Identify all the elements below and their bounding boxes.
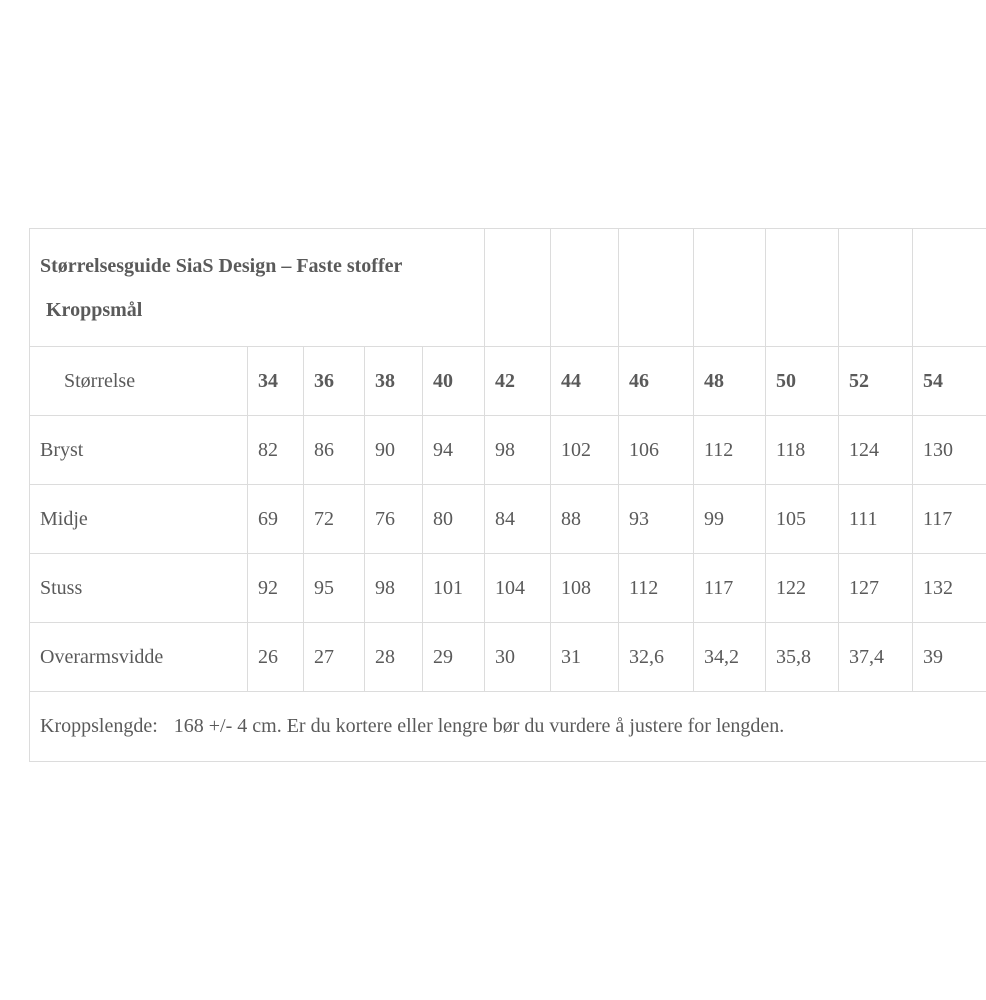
- table-cell: 86: [304, 416, 365, 485]
- table-cell: 98: [485, 416, 551, 485]
- row-label: Stuss: [30, 554, 248, 623]
- table-cell: 130: [913, 416, 986, 485]
- size-header-cell: 50: [766, 347, 839, 416]
- size-guide-table: [29, 228, 986, 762]
- footer-text: 168 +/- 4 cm. Er du kortere eller lengre bør du vurdere å justere for lengden.: [173, 715, 785, 737]
- size-header-cell: 44: [551, 347, 619, 416]
- table-cell: 102: [551, 416, 619, 485]
- table-cell: 105: [766, 485, 839, 554]
- table-cell: 98: [365, 554, 423, 623]
- size-header-cell: 52: [839, 347, 913, 416]
- empty-header-cell: [694, 229, 766, 347]
- table-cell: 112: [694, 416, 766, 485]
- table-subtitle: Kroppsmål: [46, 298, 143, 321]
- size-header-cell: 54: [913, 347, 986, 416]
- size-header-cell: 34: [248, 347, 304, 416]
- table-cell: 39: [913, 623, 986, 692]
- table-cell: 80: [423, 485, 485, 554]
- table-cell: 112: [619, 554, 694, 623]
- row-label: Bryst: [30, 416, 248, 485]
- empty-header-cell: [839, 229, 913, 347]
- table-row-midje: [30, 485, 986, 554]
- table-cell: 90: [365, 416, 423, 485]
- table-cell: 104: [485, 554, 551, 623]
- size-header-cell: 36: [304, 347, 365, 416]
- size-header-row: [30, 347, 986, 416]
- table-cell: 127: [839, 554, 913, 623]
- table-cell: 26: [248, 623, 304, 692]
- table-cell: 101: [423, 554, 485, 623]
- table-cell: 69: [248, 485, 304, 554]
- table-cell: 82: [248, 416, 304, 485]
- empty-header-cell: [766, 229, 839, 347]
- table-title: Størrelsesguide SiaS Design – Faste stoffer: [40, 254, 403, 277]
- table-cell: 31: [551, 623, 619, 692]
- table-cell: 88: [551, 485, 619, 554]
- table-cell: 117: [913, 485, 986, 554]
- empty-header-cell: [619, 229, 694, 347]
- table-cell: 132: [913, 554, 986, 623]
- empty-header-cell: [551, 229, 619, 347]
- table-cell: 35,8: [766, 623, 839, 692]
- table-cell: 94: [423, 416, 485, 485]
- table-cell: 84: [485, 485, 551, 554]
- table-cell: 32,6: [619, 623, 694, 692]
- table-cell: 118: [766, 416, 839, 485]
- empty-header-cell: [913, 229, 986, 347]
- table-cell: 117: [694, 554, 766, 623]
- empty-header-cell: [485, 229, 551, 347]
- table-cell: 92: [248, 554, 304, 623]
- table-cell: 122: [766, 554, 839, 623]
- table-cell: 99: [694, 485, 766, 554]
- table-cell: 111: [839, 485, 913, 554]
- table-cell: 72: [304, 485, 365, 554]
- table-cell: 29: [423, 623, 485, 692]
- table-row-bryst: [30, 416, 986, 485]
- size-header-cell: 38: [365, 347, 423, 416]
- title-row: [30, 229, 986, 347]
- table-cell: 106: [619, 416, 694, 485]
- table-cell: 95: [304, 554, 365, 623]
- size-header-cell: 48: [694, 347, 766, 416]
- size-header-cell: 40: [423, 347, 485, 416]
- row-label: Midje: [30, 485, 248, 554]
- table-cell: 93: [619, 485, 694, 554]
- table-row-stuss: [30, 554, 986, 623]
- footer-note: [30, 692, 986, 762]
- size-header-cell: 46: [619, 347, 694, 416]
- table-cell: 124: [839, 416, 913, 485]
- table-cell: 108: [551, 554, 619, 623]
- size-row-label: Størrelse: [30, 347, 248, 416]
- size-header-cell: 42: [485, 347, 551, 416]
- table-cell: 27: [304, 623, 365, 692]
- table-cell: 37,4: [839, 623, 913, 692]
- table-cell: 34,2: [694, 623, 766, 692]
- table-cell: 28: [365, 623, 423, 692]
- table-row-overarmsvidde: [30, 623, 986, 692]
- table-cell: 30: [485, 623, 551, 692]
- table-cell: 76: [365, 485, 423, 554]
- footer-row: [30, 692, 986, 762]
- footer-label: Kroppslengde:: [40, 715, 158, 737]
- table-title-cell: [30, 229, 485, 347]
- row-label: Overarmsvidde: [30, 623, 248, 692]
